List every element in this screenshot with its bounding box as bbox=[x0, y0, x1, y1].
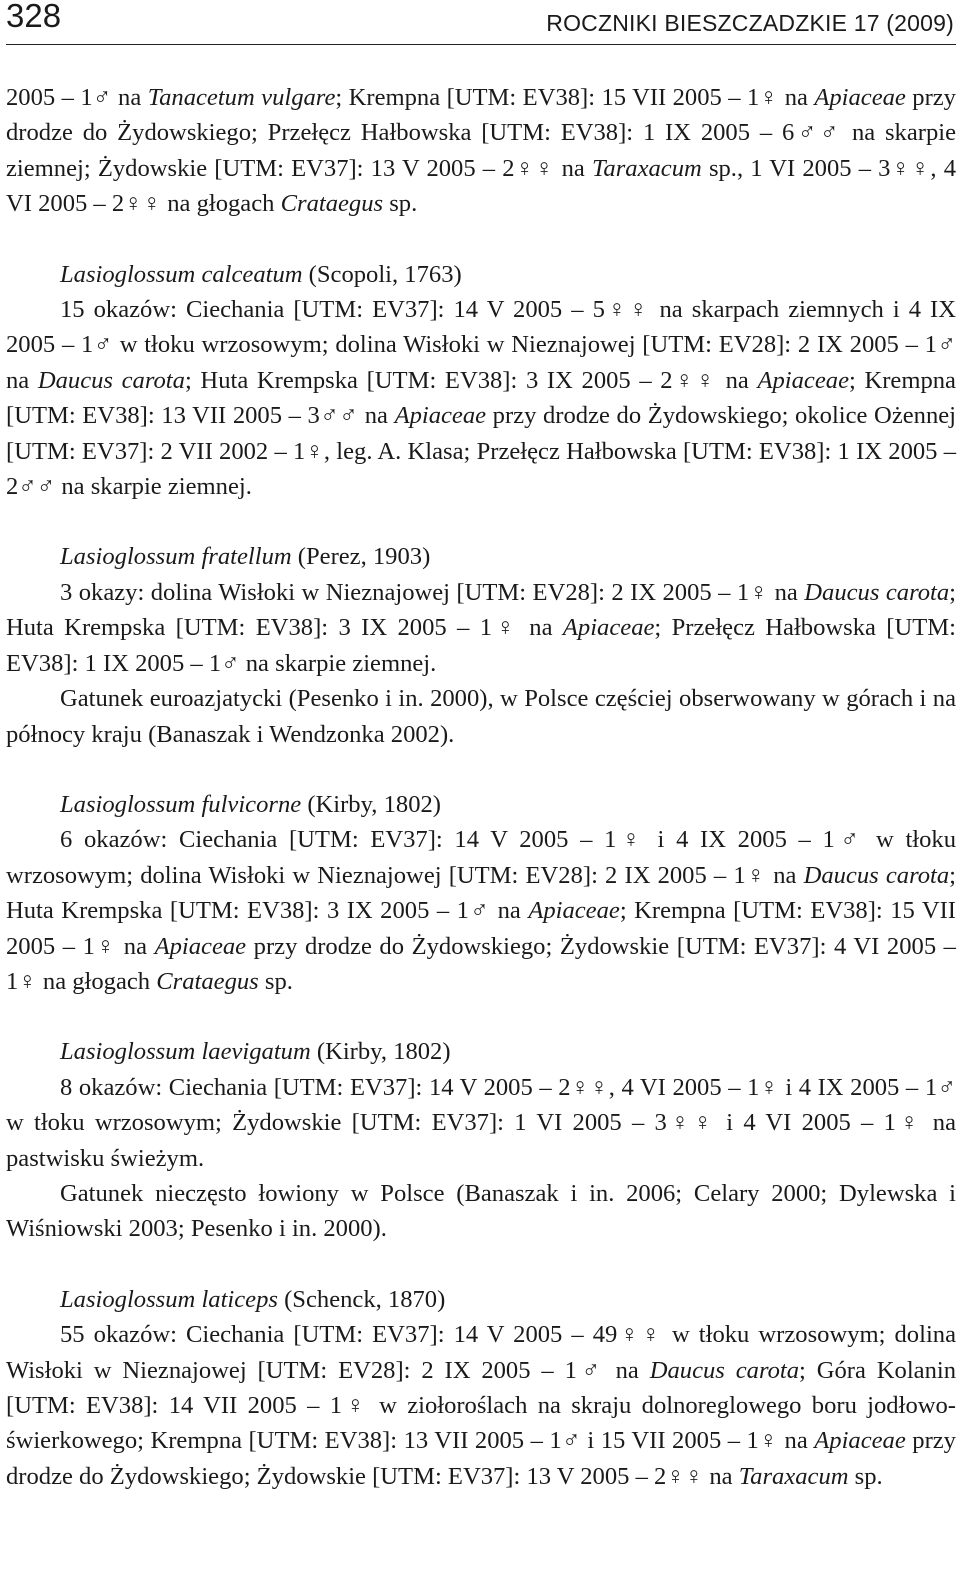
species-author: (Perez, 1903) bbox=[297, 543, 431, 571]
note-text: Gatunek nieczęsto łowiony w Polsce (Banaszak i in. 2006; Celary 2000; Dylewska i Wiśniowski 2003; Pesenko i in. 2000). bbox=[6, 1179, 956, 1243]
records-text: 6 okazów: Ciechania [UTM: EV37]: 14 V 2005 – 1♀ i 4 IX 2005 – 1♂ w tłoku wrzosowym; dolina Wisłoki w Nieznajowej [UTM: EV28]: 2 IX 2005 – 1♀ na Daucus carota; Huta Krempska [UTM: EV38]: 3 IX 2005 – 1♂ na Apiaceae; Krempna [UTM: EV38]: 15 VII 2005 – 1♀ na Apiaceae przy drodze do Żydowskiego; Żydowskie [UTM: EV37]: 4 VI 2005 – 1♀ na głogach Crataegus sp. bbox=[6, 826, 956, 995]
page-header bbox=[6, 0, 956, 45]
running-title: ROCZNIKI BIESZCZADZKIE 17 (2009) bbox=[546, 10, 954, 36]
species-records bbox=[6, 292, 956, 504]
continuation-text: 2005 – 1♂ na Tanacetum vulgare; Krempna [UTM: EV38]: 15 VII 2005 – 1♀ na Apiaceae przy drodze do Żydowskiego; Przełęcz Hałbowska [UTM: EV38]: 1 IX 2005 – 6♂♂ na skarpie ziemnej; Żydowskie [UTM: EV37]: 13 V 2005 – 2♀♀ na Taraxacum sp., 1 VI 2005 – 3♀♀, 4 VI 2005 – 2♀♀ na głogach Crataegus sp. bbox=[6, 84, 957, 218]
note-text: Gatunek euroazjatycki (Pesenko i in. 2000), w Polsce częściej obserwowany w górach i na północy kraju (Banaszak i Wendzonka 2002). bbox=[6, 685, 956, 748]
species-name: Lasioglossum fulvicorne bbox=[60, 790, 302, 818]
species-heading bbox=[6, 1282, 956, 1317]
species-note bbox=[6, 681, 956, 752]
species-note bbox=[6, 1176, 956, 1247]
continuation-paragraph bbox=[6, 80, 956, 222]
article-body bbox=[6, 80, 956, 1494]
species-name: Lasioglossum fratellum bbox=[60, 543, 292, 571]
species-heading bbox=[6, 539, 956, 574]
records-text: 8 okazów: Ciechania [UTM: EV37]: 14 V 2005 – 2♀♀, 4 VI 2005 – 1♀ i 4 IX 2005 – 1♂ w tłoku wrzosowym; Żydowskie [UTM: EV37]: 1 VI 2005 – 3♀♀ i 4 VI 2005 – 1♀ na pastwisku świeżym. bbox=[6, 1073, 956, 1172]
species-heading bbox=[6, 1034, 956, 1069]
species-records bbox=[6, 822, 956, 999]
species-author: (Kirby, 1802) bbox=[316, 1038, 451, 1066]
species-records bbox=[6, 1317, 956, 1494]
records-text: 15 okazów: Ciechania [UTM: EV37]: 14 V 2005 – 5♀♀ na skarpach ziemnych i 4 IX 2005 – 1♂ w tłoku wrzosowym; dolina Wisłoki w Nieznajowej [UTM: EV28]: 2 IX 2005 – 1♂ na Daucus carota; Huta Krempska [UTM: EV38]: 3 IX 2005 – 2♀♀ na Apiaceae; Krempna [UTM: EV38]: 13 VII 2005 – 3♂♂ na Apiaceae przy drodze do Żydowskiego; okolice Ożennej [UTM: EV37]: 2 VII 2002 – 1♀, leg. A. Klasa; Przełęcz Hałbowska [UTM: EV38]: 1 IX 2005 – 2♂♂ na skarpie ziemnej. bbox=[6, 296, 956, 501]
species-name: Lasioglossum laevigatum bbox=[60, 1038, 311, 1066]
species-name: Lasioglossum laticeps bbox=[60, 1285, 278, 1313]
species-heading bbox=[6, 257, 956, 292]
species-records bbox=[6, 575, 956, 681]
species-heading bbox=[6, 787, 956, 822]
species-name: Lasioglossum calceatum bbox=[60, 260, 303, 288]
page-number: 328 bbox=[6, 0, 62, 34]
species-author: (Schenck, 1870) bbox=[284, 1285, 446, 1313]
records-text: 55 okazów: Ciechania [UTM: EV37]: 14 V 2005 – 49♀♀ w tłoku wrzosowym; dolina Wisłoki w Nieznajowej [UTM: EV28]: 2 IX 2005 – 1♂ na Daucus carota; Góra Kolanin [UTM: EV38]: 14 VII 2005 – 1♀ w ziołoroślach na skraju dolnoreglowego boru jodłowo-świerkowego; Krempna [UTM: EV38]: 13 VII 2005 – 1♂ i 15 VII 2005 – 1♀ na Apiaceae przy drodze do Żydowskiego; Żydowskie [UTM: EV37]: 13 V 2005 – 2♀♀ na Taraxacum sp. bbox=[6, 1321, 957, 1490]
records-text: 3 okazy: dolina Wisłoki w Nieznajowej [UTM: EV28]: 2 IX 2005 – 1♀ na Daucus carota; Huta Krempska [UTM: EV38]: 3 IX 2005 – 1♀ na Apiaceae; Przełęcz Hałbowska [UTM: EV38]: 1 IX 2005 – 1♂ na skarpie ziemnej. bbox=[6, 578, 956, 677]
species-author: (Kirby, 1802) bbox=[307, 790, 441, 818]
species-author: (Scopoli, 1763) bbox=[308, 260, 462, 288]
species-records bbox=[6, 1070, 956, 1176]
